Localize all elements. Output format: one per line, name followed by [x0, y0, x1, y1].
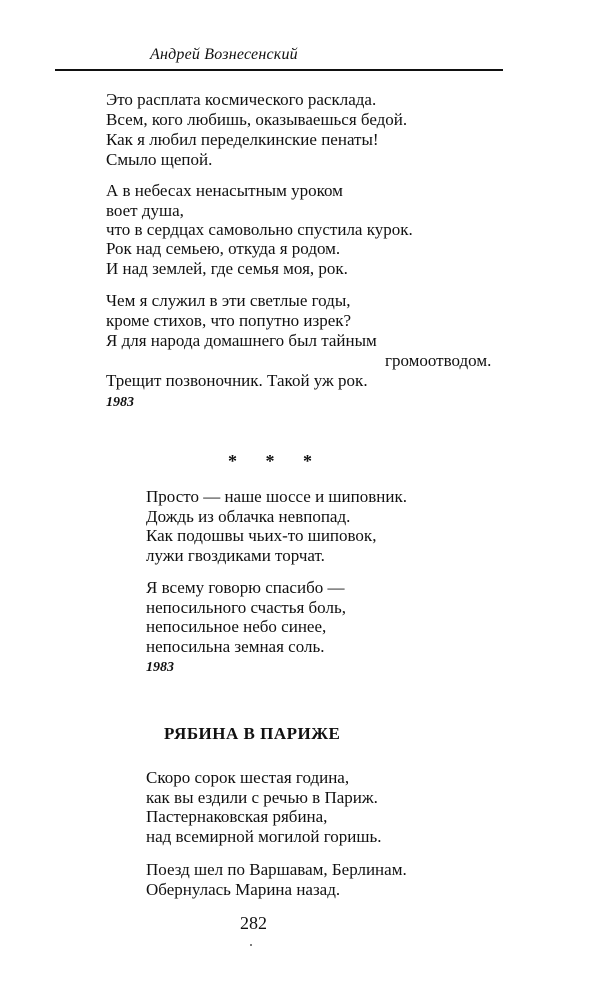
poem-line: кроме стихов, что попутно изрек? [106, 311, 352, 330]
poem-line: непосильна земная соль. [146, 637, 325, 656]
poem-line: И над землей, где семья моя, рок. [106, 259, 348, 278]
poem-line: над всемирной могилой горишь. [146, 827, 382, 846]
poem-line: лужи гвоздиками торчат. [146, 546, 325, 565]
poem-line: как вы ездили с речью в Париж. [146, 788, 378, 807]
poem-line: непосильное небо синее, [146, 617, 327, 636]
poem-line: Дождь из облачка невпопад. [146, 507, 351, 526]
poem-year: 1983 [146, 660, 174, 675]
print-speck [250, 944, 252, 946]
poem-line: Как подошвы чьих-то шиповок, [146, 526, 377, 545]
header-rule [55, 69, 503, 71]
poem-line: Скоро сорок шестая година, [146, 768, 350, 787]
poem-line: Я всему говорю спасибо — [146, 578, 345, 597]
running-header-author: Андрей Вознесенский [150, 46, 298, 63]
poem-line: Пастернаковская рябина, [146, 807, 328, 826]
section-separator: * * * [228, 451, 324, 471]
poem-line: Просто — наше шоссе и шиповник. [146, 487, 407, 506]
poem-line: Трещит позвоночник. Такой уж рок. [106, 371, 368, 390]
poem-title: РЯБИНА В ПАРИЖЕ [164, 724, 341, 743]
poem-line: непосильного счастья боль, [146, 598, 346, 617]
poem-line: Всем, кого любишь, оказываешься бедой. [106, 110, 408, 129]
poem-line: воет душа, [106, 201, 184, 220]
poem-line-indented: громоотводом. [385, 351, 492, 370]
poem-line: Смыло щепой. [106, 150, 213, 169]
page-number: 282 [240, 913, 267, 933]
poem-line: Это расплата космического расклада. [106, 90, 377, 109]
poem-line: Чем я служил в эти светлые годы, [106, 291, 351, 310]
poem-line: Рок над семьею, откуда я родом. [106, 239, 341, 258]
poem-line: Поезд шел по Варшавам, Берлинам. [146, 860, 407, 879]
poem-line: Я для народа домашнего был тайным [106, 331, 377, 350]
poem-line: Обернулась Марина назад. [146, 880, 341, 899]
poem-year: 1983 [106, 395, 134, 410]
poem-line: что в сердцах самовольно спустила курок. [106, 220, 413, 239]
poem-line: А в небесах ненасытным уроком [106, 181, 343, 200]
poem-line: Как я любил переделкинские пенаты! [106, 130, 379, 149]
